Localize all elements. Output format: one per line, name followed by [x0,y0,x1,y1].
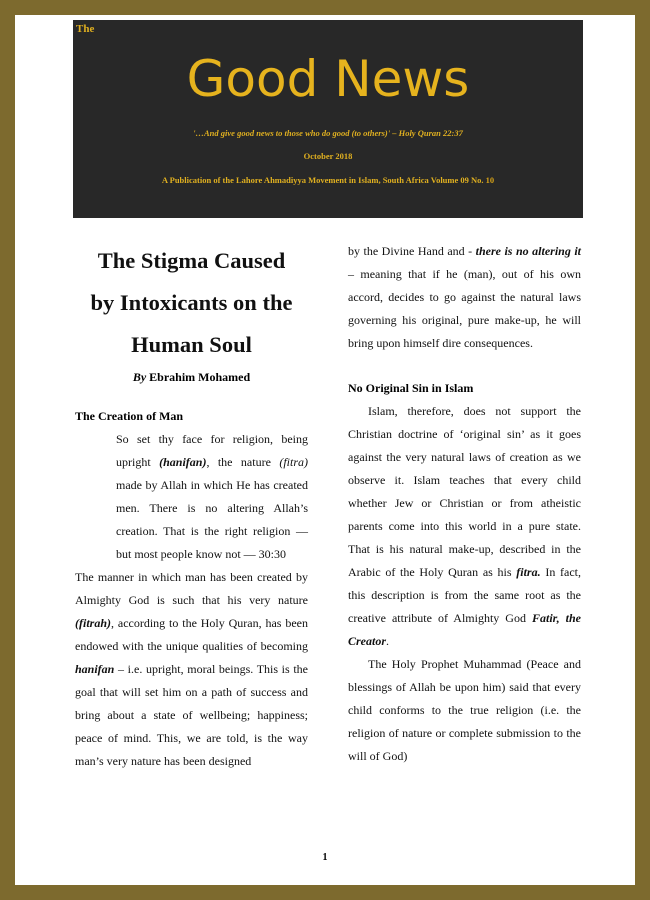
paragraph-2: by the Divine Hand and - there is no altering it – meaning that if he (man), out of his own accord, decides to go against the natural laws governing his original, pure make-up, he will bring upon himself dire consequences. [348,244,581,350]
article-title: The Stigma Caused by Intoxicants on the Human Soul [90,248,293,357]
paragraph-4: The Holy Prophet Muhammad (Peace and blessings of Allah be upon him) said that every child conforms to the true religion (i.e. the religion of nature or complete submission to the will of God) [348,657,581,763]
paragraph-3: Islam, therefore, does not support the Christian doctrine of ‘original sin’ as it goes against the very natural laws of creation as we observe it. Islam teaches that every child whether Jew or Christian or from atheistic parents come into this world in a pure state. That is his natural make-up, described in the Arabic of the Holy Quran as his fitra. In fact, this description is from the same root as the creative attribute of Almighty God Fatir, the Creator. [348,404,582,648]
byline: By Ebrahim Mohamed [132,370,251,384]
quran-quote: So set thy face for religion, being upright (hanifan), the nature (fitra) made by Allah in which He has created men. There is no altering Allah’s creation. That is the right religion — but most people know not — 30:30 [116,432,309,561]
page-number: 1 [322,852,328,863]
newsletter-title: Good News [186,50,470,108]
section-heading-original-sin: No Original Sin in Islam [348,381,474,395]
masthead [73,20,583,218]
masthead-tagline: '…And give good news to those who do good (to others)' – Holy Quran 22:37 [193,128,463,138]
issue-number: 10 [485,175,495,185]
publication-line: A Publication of the Lahore Ahmadiyya Movement in Islam, South Africa Volume 09 No. 10 [161,175,495,185]
right-column [348,240,581,768]
section-heading-creation: The Creation of Man [75,409,184,423]
document-page [15,15,635,885]
masthead-the: The [76,23,95,35]
paragraph-1: The manner in which man has been created by Almighty God is such that his very nature (fitrah), according to the Holy Quran, has been endowed with the unique qualities of becoming hanifan – i.e. upright, moral beings. This is the goal that will set him on a path of success and bring about a state of wellbeing; happiness; peace of mind. This, we are told, is the way man’s very nature has been designed [75,570,308,768]
left-column [75,240,308,773]
issue-date: October 2018 [303,151,353,161]
